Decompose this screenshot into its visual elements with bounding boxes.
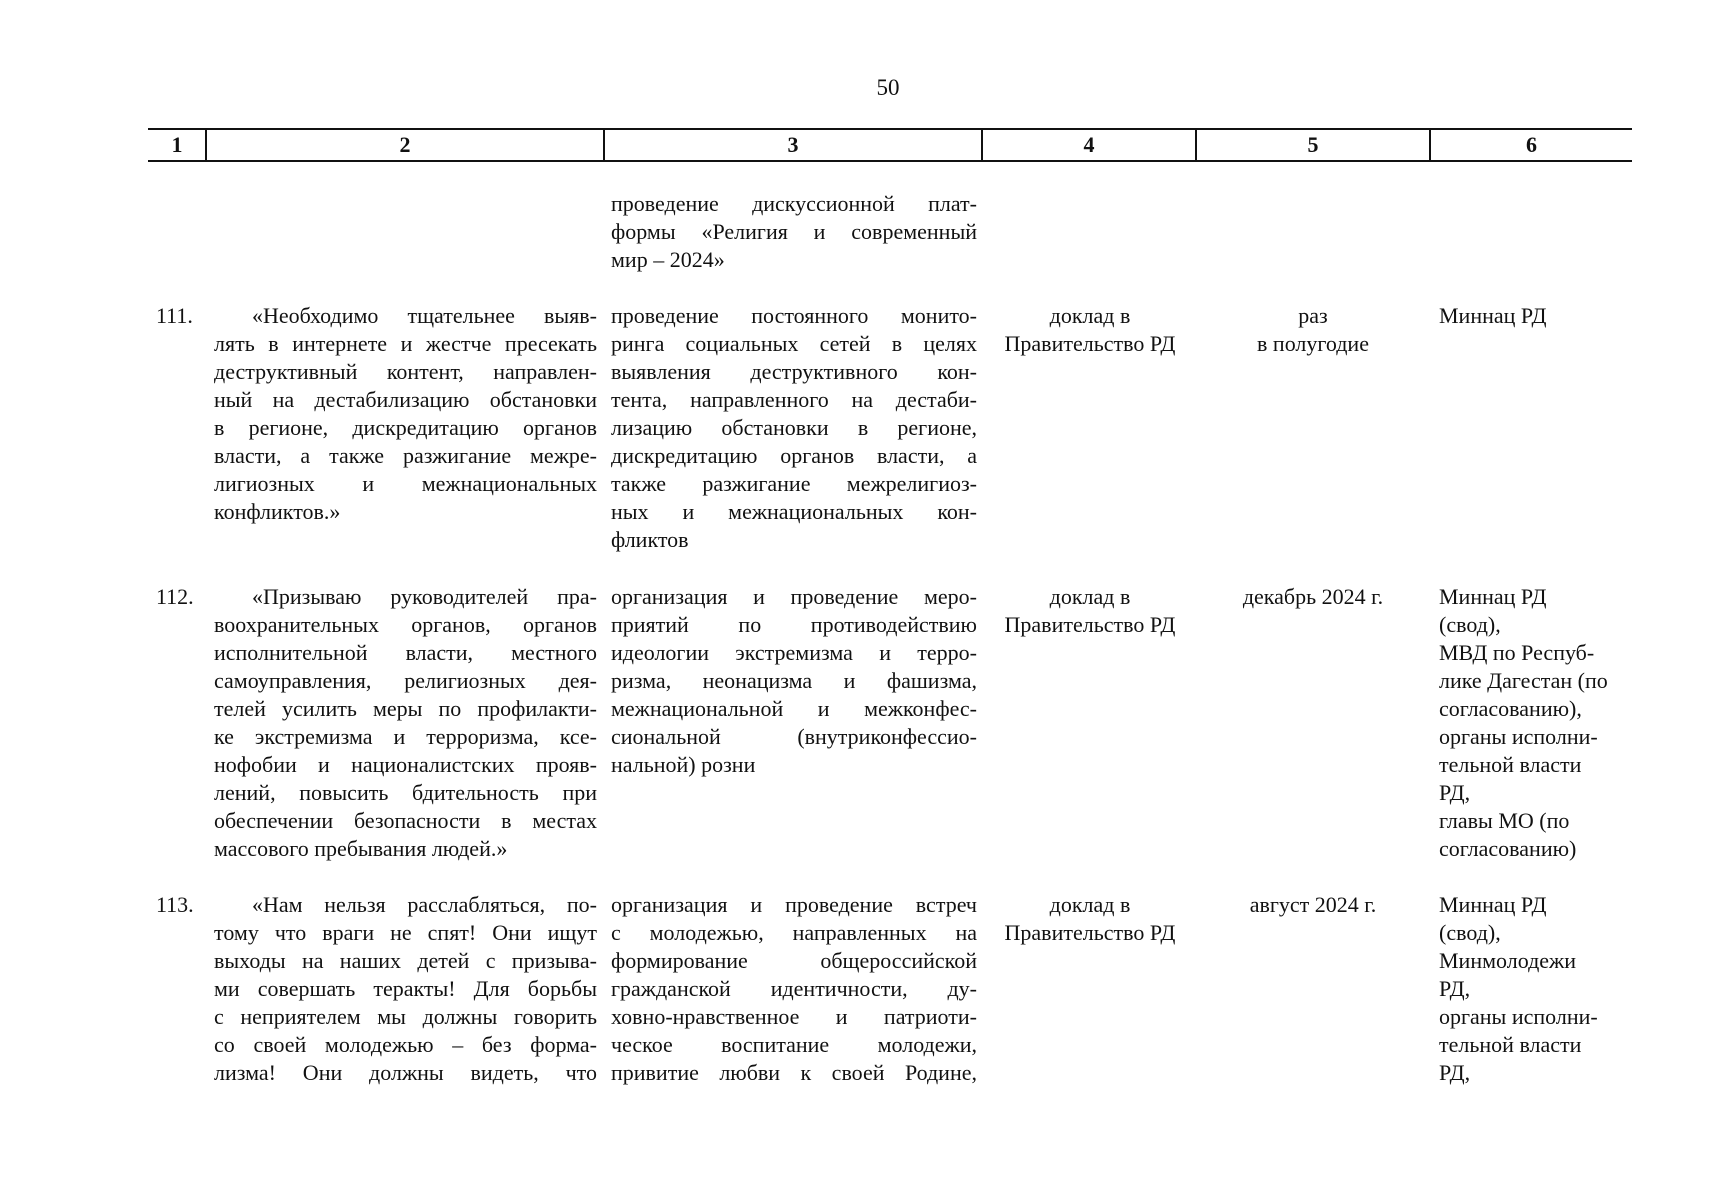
text-line: межнациональной и межконфес- — [611, 696, 977, 721]
table-header-row — [148, 128, 1632, 162]
text-line: фликтов — [611, 527, 689, 552]
row-113-quote — [214, 891, 597, 1087]
text-line: идеологии экстремизма и терро- — [611, 640, 977, 665]
header-col-6: 6 — [1526, 132, 1537, 157]
text-line: РД, — [1439, 780, 1471, 805]
text-line: лике Дагестан (по — [1439, 668, 1608, 693]
header-col-4: 4 — [1083, 132, 1095, 157]
text-line: обеспечении безопасности в местах — [214, 808, 597, 833]
header-col-1: 1 — [171, 132, 183, 157]
text-line: ный на дестабилизацию обстановки — [214, 387, 597, 412]
text-line: РД, — [1439, 1060, 1471, 1085]
text-line: с молодежью, направленных на — [611, 920, 977, 945]
text-line: Миннац РД — [1439, 892, 1547, 917]
header-col-3: 3 — [787, 132, 799, 157]
row-112-report-form — [985, 583, 1195, 639]
row-111-report-form — [985, 302, 1195, 358]
text-line: лизацию обстановки в регионе, — [611, 415, 977, 440]
text-line: (свод), — [1439, 920, 1501, 945]
continuation-col3-text — [611, 190, 977, 274]
text-line: в полугодие — [1257, 331, 1369, 356]
text-line: доклад в — [1049, 892, 1131, 917]
text-line: «Необходимо тщательнее выяв- — [252, 303, 597, 328]
text-line: декабрь 2024 г. — [1242, 584, 1384, 609]
text-line: деструктивный контент, направлен- — [214, 359, 597, 384]
text-line: организация и проведение встреч — [611, 892, 977, 917]
row-113-report-form — [985, 891, 1195, 947]
text-line: тельной власти — [1439, 752, 1582, 777]
row-112-measure — [611, 583, 977, 779]
text-line: органы исполни- — [1439, 724, 1598, 749]
text-line: согласованию), — [1439, 696, 1582, 721]
text-line: исполнительной власти, местного — [214, 640, 597, 665]
text-line: Миннац РД — [1439, 584, 1547, 609]
text-line: мир – 2024» — [611, 247, 725, 272]
row-111-responsible — [1439, 302, 1629, 330]
text-line: приятий по противодействию — [611, 612, 977, 637]
text-line: привитие любви к своей Родине, — [611, 1060, 977, 1085]
text-line: дискредитацию органов власти, а — [611, 443, 977, 468]
text-line: также разжигание межрелигиоз- — [611, 471, 977, 496]
text-line: органы исполни- — [1439, 1004, 1598, 1029]
text-line: выявления деструктивного кон- — [611, 359, 977, 384]
row-112-number: 112. — [156, 584, 194, 609]
header-col-2: 2 — [399, 132, 411, 157]
text-line: согласованию) — [1439, 836, 1577, 861]
text-line: лизма! Они должны видеть, что — [214, 1060, 597, 1085]
text-line: лять в интернете и жестче пресекать — [214, 331, 597, 356]
text-line: власти, а также разжигание межре- — [214, 443, 597, 468]
row-111-quote — [214, 302, 597, 526]
text-line: доклад в — [1049, 303, 1131, 328]
text-line: выходы на наших детей с призыва- — [214, 948, 597, 973]
text-line: «Призываю руководителей пра- — [252, 584, 597, 609]
text-line: тельной власти — [1439, 1032, 1582, 1057]
text-line: Миннац РД — [1439, 303, 1547, 328]
text-line: со своей молодежью – без форма- — [214, 1032, 597, 1057]
text-line: ке экстремизма и терроризма, ксе- — [214, 724, 597, 749]
text-line: сиональной (внутриконфессио- — [611, 724, 977, 749]
text-line: с неприятелем мы должны говорить — [214, 1004, 597, 1029]
row-112-responsible — [1439, 583, 1639, 863]
text-line: конфликтов.» — [214, 499, 341, 524]
text-line: РД, — [1439, 976, 1471, 1001]
row-113-measure — [611, 891, 977, 1087]
row-111-number: 111. — [156, 303, 193, 328]
text-line: доклад в — [1049, 584, 1131, 609]
text-line: тента, направленного на дестаби- — [611, 387, 977, 412]
row-113-responsible — [1439, 891, 1639, 1087]
text-line: «Нам нельзя расслабляться, по- — [252, 892, 597, 917]
text-line: раз — [1298, 303, 1328, 328]
text-line: ринга социальных сетей в целях — [611, 331, 977, 356]
text-line: гражданской идентичности, ду- — [611, 976, 977, 1001]
row-112-deadline — [1197, 583, 1429, 611]
page-number: 50 — [876, 75, 900, 100]
text-line: формы «Религия и современный — [611, 219, 977, 244]
text-line: Правительство РД — [1004, 612, 1176, 637]
text-line: ных и межнациональных кон- — [611, 499, 977, 524]
text-line: МВД по Респуб- — [1439, 640, 1595, 665]
header-col-5: 5 — [1307, 132, 1319, 157]
text-line: ховно-нравственное и патриоти- — [611, 1004, 977, 1029]
text-line: ризма, неонацизма и фашизма, — [611, 668, 977, 693]
text-line: лигиозных и межнациональных — [214, 471, 597, 496]
text-line: проведение постоянного монито- — [611, 303, 977, 328]
row-113-number: 113. — [156, 892, 194, 917]
row-112-quote — [214, 583, 597, 863]
row-113-deadline — [1197, 891, 1429, 919]
row-111-measure — [611, 302, 977, 554]
text-line: ческое воспитание молодежи, — [611, 1032, 977, 1057]
text-line: самоуправления, религиозных дея- — [214, 668, 597, 693]
text-line: ми совершать теракты! Для борьбы — [214, 976, 597, 1001]
text-line: формирование общероссийской — [611, 948, 977, 973]
text-line: массового пребывания людей.» — [214, 836, 508, 861]
text-line: проведение дискуссионной плат- — [611, 191, 977, 216]
text-line: (свод), — [1439, 612, 1501, 637]
text-line: тому что враги не спят! Они ищут — [214, 920, 597, 945]
text-line: август 2024 г. — [1249, 892, 1377, 917]
text-line: в регионе, дискредитацию органов — [214, 415, 597, 440]
text-line: нальной) розни — [611, 752, 756, 777]
text-line: Правительство РД — [1004, 331, 1176, 356]
text-line: главы МО (по — [1439, 808, 1570, 833]
text-line: организация и проведение меро- — [611, 584, 977, 609]
row-111-deadline — [1197, 302, 1429, 358]
text-line: лений, повысить бдительность при — [214, 780, 597, 805]
text-line: Минмолодежи — [1439, 948, 1577, 973]
text-line: воохранительных органов, органов — [214, 612, 597, 637]
text-line: нофобии и националистских прояв- — [214, 752, 597, 777]
text-line: Правительство РД — [1004, 920, 1176, 945]
text-line: телей усилить меры по профилакти- — [214, 696, 597, 721]
